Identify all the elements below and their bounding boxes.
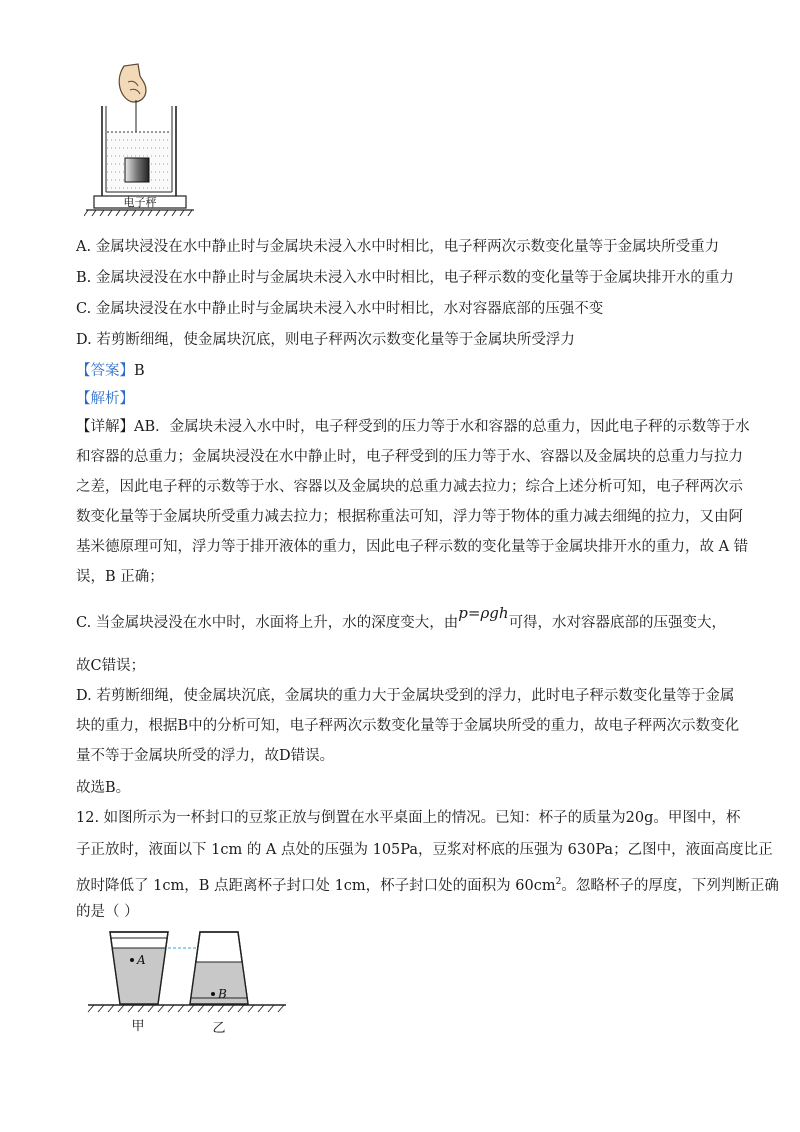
q12-line-3: 放时降低了 1cm，B 点距离杯子封口处 1cm，杯子封口处的面积为 $60cm^2$。忽略杯子的厚度，下列判断正确 bbox=[76, 877, 779, 894]
detail-line-5: 基米德原理可知，浮力等于排开液体的重力，因此电子秤示数的变化量等于金属块排开水的重力，故 A 错 bbox=[76, 539, 749, 555]
point-b-marker bbox=[211, 992, 215, 996]
c-explanation: C. 当金属块浸没在水中时，水面将上升，水的深度变大，由p=ρgh可得，水对容器底部的压强变大， bbox=[76, 604, 727, 631]
point-b-label: B bbox=[218, 987, 227, 1001]
point-a-marker bbox=[130, 958, 134, 962]
detail-line-2: 和容器的总重力；金属块浸没在水中静止时，电子秤受到的压力等于水、容器以及金属块的总重力与拉力 bbox=[76, 449, 743, 465]
answer-value: B bbox=[134, 363, 145, 379]
label-yi: 乙 bbox=[212, 1021, 226, 1036]
detail-line-4: 数变化量等于金属块所受重力减去拉力；根据称重法可知，浮力等于物体的重力减去细绳的拉力，又由阿 bbox=[76, 509, 743, 525]
detail-line-1: 【详解】AB．金属块未浸入水中时，电子秤受到的压力等于水和容器的总重力，因此电子秤的示数等于水 bbox=[76, 419, 750, 435]
c-conclusion: 故C错误； bbox=[76, 658, 146, 674]
scale-label: 电子秤 bbox=[123, 196, 157, 209]
label-jia: 甲 bbox=[131, 1019, 145, 1034]
d-line-3: 量不等于金属块所受的浮力，故D错误。 bbox=[76, 748, 335, 764]
option-c: C. 金属块浸没在水中静止时与金属块未浸入水中时相比，水对容器底部的压强不变 bbox=[76, 301, 604, 317]
figure-scale-beaker bbox=[84, 62, 204, 224]
choose-line: 故选B。 bbox=[76, 780, 131, 796]
option-a: A. 金属块浸没在水中静止时与金属块未浸入水中时相比，电子秤两次示数变化量等于金属块所受重力 bbox=[76, 239, 720, 255]
point-a-label: A bbox=[137, 953, 146, 967]
answer-tag: 【答案】 bbox=[76, 363, 134, 379]
formula-p-rho-g-h: p=ρgh bbox=[458, 604, 509, 622]
detail-line-3: 之差，因此电子秤的示数等于水、容器以及金属块的总重力减去拉力；综合上述分析可知，电子秤两次示 bbox=[76, 479, 743, 495]
figure-cups bbox=[84, 928, 290, 1040]
option-d: D. 若剪断细绳，使金属块沉底，则电子秤两次示数变化量等于金属块所受浮力 bbox=[76, 332, 575, 348]
detail-line-6: 误，B 正确； bbox=[76, 569, 164, 585]
hand-icon bbox=[119, 64, 146, 102]
q12-line-4: 的是（ ） bbox=[76, 904, 139, 920]
d-line-1: D. 若剪断细绳，使金属块沉底，金属块的重力大于金属块受到的浮力，此时电子秤示数变化量等于金属 bbox=[76, 688, 735, 704]
option-b: B. 金属块浸没在水中静止时与金属块未浸入水中时相比，电子秤示数的变化量等于金属块排开水的重力 bbox=[76, 270, 734, 286]
analysis-tag: 【解析】 bbox=[76, 391, 134, 407]
answer-line bbox=[76, 361, 145, 381]
d-line-2: 块的重力，根据B中的分析可知，电子秤两次示数变化量等于金属块所受的重力，故电子秤两次示数变化 bbox=[76, 718, 740, 734]
metal-block bbox=[125, 158, 149, 182]
detail-tag: 【详解】 bbox=[76, 419, 134, 435]
q12-line-2: 子正放时，液面以下 1cm 的 A 点处的压强为 105Pa，豆浆对杯底的压强为 630Pa；乙图中，液面高度比正 bbox=[76, 842, 773, 858]
q12-line-1: 12. 如图所示为一杯封口的豆浆正放与倒置在水平桌面上的情况。已知：杯子的质量为20g。甲图中，杯 bbox=[76, 810, 741, 826]
